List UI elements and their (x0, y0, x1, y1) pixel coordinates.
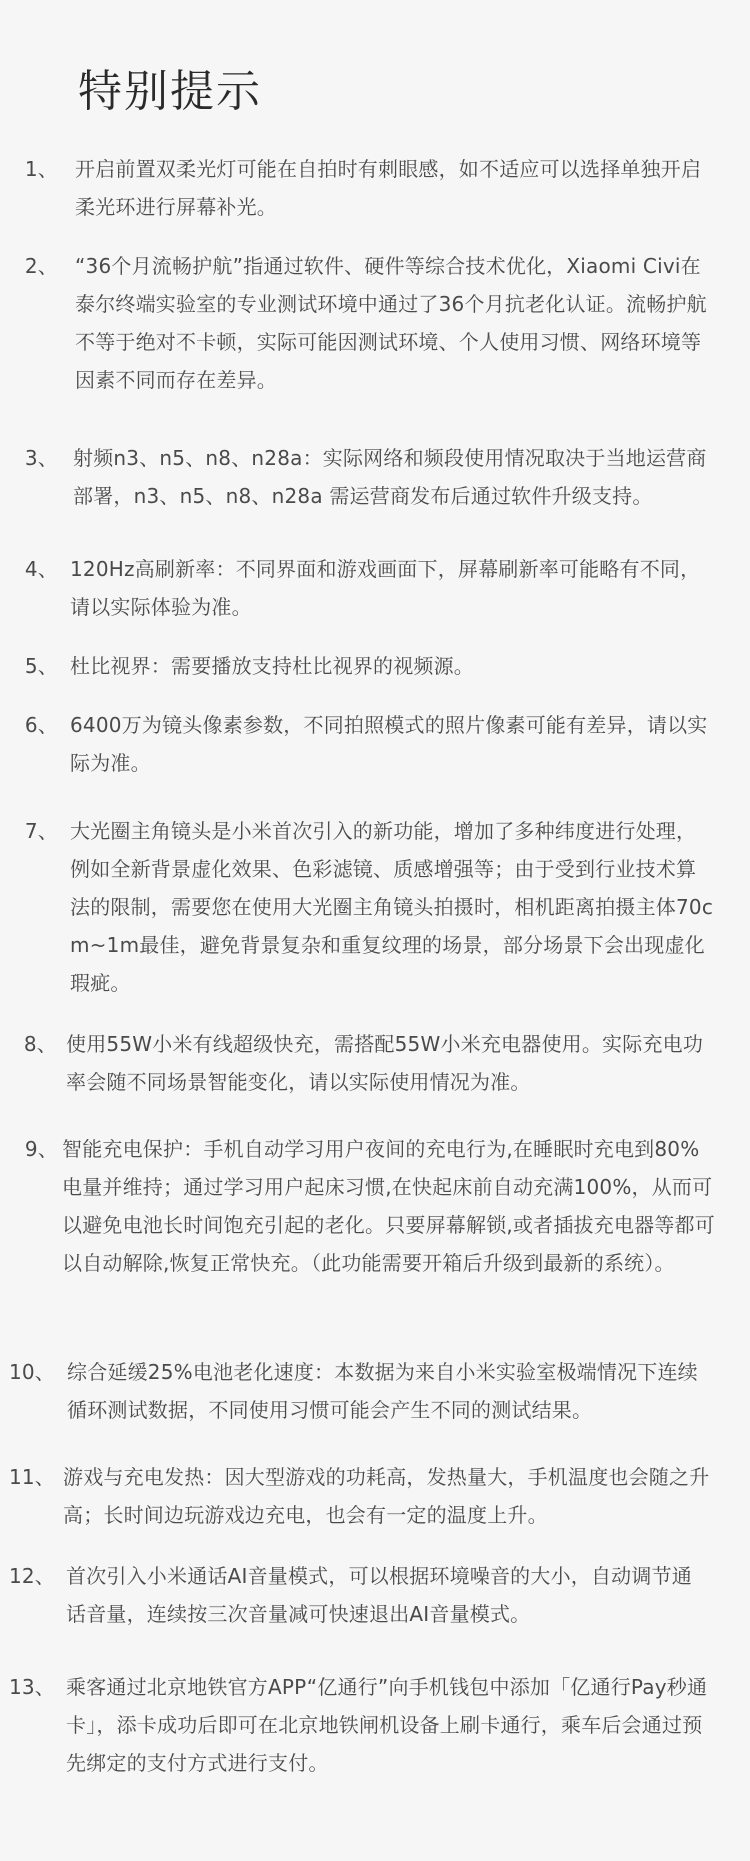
notice-text: “36个月流畅护航”指通过软件、硬件等综合技术优化，Xiaomi Civi在泰尔终端实验室的专业测试环境中通过了36个月抗老化认证。流畅护航不等于绝对不卡顿，实际可能因测试环境、个人使用习惯、网络环境等因素不同而存在差异。 (75, 254, 707, 392)
notice-text: 射频n3、n5、n8、n28a：实际网络和频段使用情况取决于当地运营商部署，n3、n5、n8、n28a 需运营商发布后通过软件升级支持。 (73, 446, 707, 508)
notice-number: 12、 (8, 1564, 55, 1588)
notice-item-7 (0, 812, 750, 1002)
notice-item-10 (0, 1353, 750, 1429)
notice-item-2 (0, 247, 750, 399)
notice-number: 5、 (24, 654, 58, 678)
notice-text: 游戏与充电发热：因大型游戏的功耗高，发热量大，手机温度也会随之升高；长时间边玩游戏边充电，也会有一定的温度上升。 (63, 1465, 710, 1527)
notice-number: 13、 (8, 1675, 55, 1699)
notice-item-11 (0, 1458, 750, 1534)
notice-item-9 (0, 1130, 750, 1282)
notice-text: 乘客通过北京地铁官方APP“亿通行”向手机钱包中添加「亿通行Pay秒通卡」，添卡成功后即可在北京地铁闸机设备上刷卡通行，乘车后会通过预先绑定的支付方式进行支付。 (66, 1675, 708, 1775)
notice-number: 11、 (8, 1465, 55, 1489)
notice-number: 10、 (8, 1360, 55, 1384)
notice-text: 智能充电保护：手机自动学习用户夜间的充电行为,在睡眠时充电到80%电量并维持；通过学习用户起床习惯,在快起床前自动充满100%，从而可以避免电池长时间饱充引起的老化。只要屏幕解锁,或者插拔充电器等都可以自动解除,恢复正常快充。（此功能需要开箱后升级到最新的系统）。 (62, 1137, 715, 1275)
notice-item-6 (0, 706, 750, 782)
notice-item-12 (0, 1557, 750, 1633)
page-title: 特别提示 (78, 66, 262, 117)
notice-item-5 (0, 647, 750, 685)
notice-item-1 (0, 150, 750, 226)
notice-number: 6、 (24, 713, 58, 737)
notice-item-8 (0, 1025, 750, 1101)
notice-number: 1、 (24, 157, 58, 181)
notice-text: 6400万为镜头像素参数，不同拍照模式的照片像素可能有差异，请以实际为准。 (70, 713, 708, 775)
notice-number: 4、 (24, 557, 58, 581)
notice-number: 8、 (23, 1032, 57, 1056)
notice-number: 3、 (24, 446, 58, 470)
notice-number: 9、 (24, 1137, 58, 1161)
notice-text: 开启前置双柔光灯可能在自拍时有刺眼感，如不适应可以选择单独开启柔光环进行屏幕补光。 (75, 157, 702, 219)
notice-number: 2、 (24, 254, 58, 278)
notice-item-4 (0, 550, 750, 626)
notice-item-13 (0, 1668, 750, 1782)
notice-text: 大光圈主角镜头是小米首次引入的新功能，增加了多种纬度进行处理，例如全新背景虚化效果、色彩滤镜、质感增强等；由于受到行业技术算法的限制，需要您在使用大光圈主角镜头拍摄时，相机距离拍摄主体70cm~1m最佳，避免背景复杂和重复纹理的场景，部分场景下会出现虚化瑕疵。 (70, 819, 714, 995)
notice-text: 综合延缓25%电池老化速度：本数据为来自小米实验室极端情况下连续循环测试数据，不同使用习惯可能会产生不同的测试结果。 (67, 1360, 698, 1422)
notice-text: 使用55W小米有线超级快充，需搭配55W小米充电器使用。实际充电功率会随不同场景智能变化，请以实际使用情况为准。 (66, 1032, 704, 1094)
notice-text: 首次引入小米通话AI音量模式，可以根据环境噪音的大小，自动调节通话音量，连续按三次音量减可快速退出AI音量模式。 (66, 1564, 692, 1626)
notice-number: 7、 (24, 819, 58, 843)
notice-item-3 (0, 439, 750, 515)
notice-text: 120Hz高刷新率：不同界面和游戏画面下，屏幕刷新率可能略有不同，请以实际体验为准。 (70, 557, 701, 619)
notice-text: 杜比视界：需要播放支持杜比视界的视频源。 (70, 654, 474, 678)
